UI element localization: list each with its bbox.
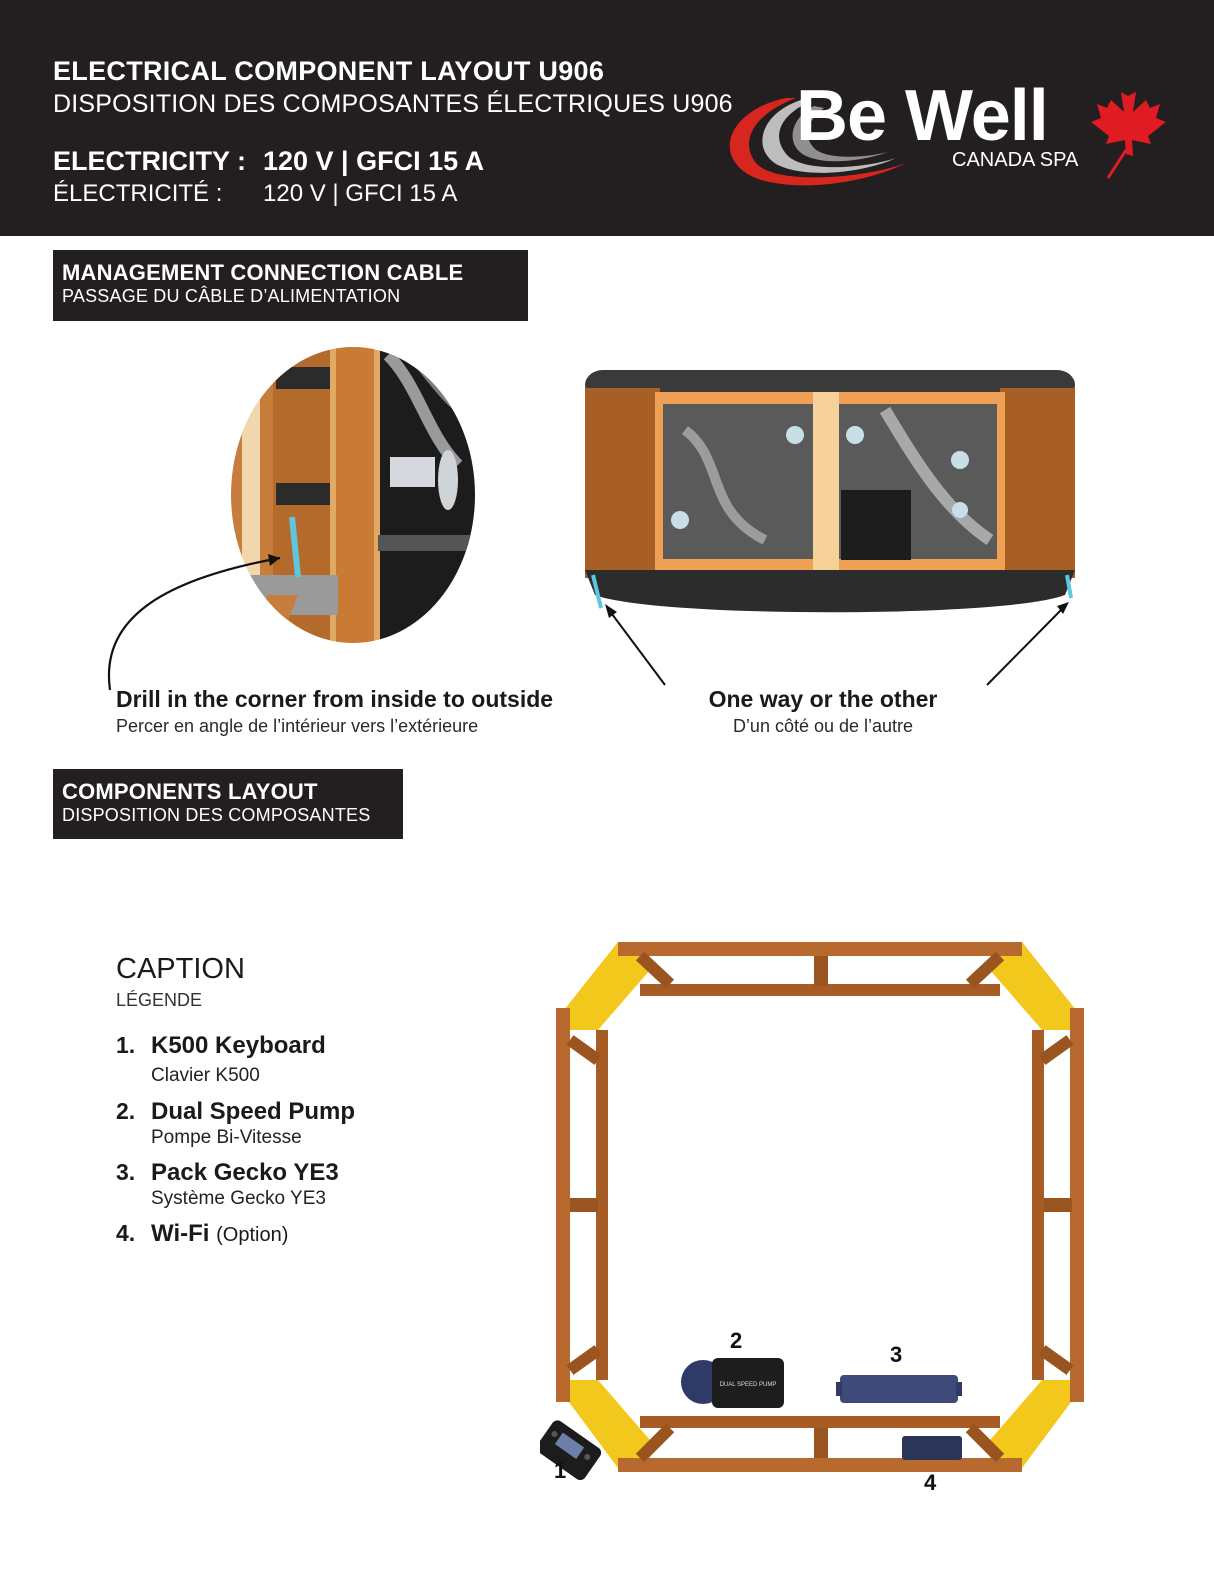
wifi-module xyxy=(902,1436,962,1460)
either-callout xyxy=(703,686,943,737)
list-item-sub: Clavier K500 xyxy=(151,1065,260,1086)
list-item-sub: Système Gecko YE3 xyxy=(151,1188,326,1209)
marker-3: 3 xyxy=(890,1342,903,1367)
spa-cross-section-illustration xyxy=(585,370,1075,620)
section-components-header xyxy=(53,769,403,839)
components-layout-diagram xyxy=(540,930,1100,1510)
frame-bottom xyxy=(618,1458,1022,1472)
marker-1: 1 xyxy=(554,1458,567,1483)
list-item-option: (Option) xyxy=(216,1224,289,1246)
pump-label: DUAL SPEED PUMP xyxy=(719,1382,777,1388)
frame-top xyxy=(618,942,1022,956)
caption-subtitle: LÉGENDE xyxy=(116,990,203,1010)
electricity-label: ELECTRICITY : xyxy=(53,146,247,176)
caption-title: CAPTION xyxy=(116,953,245,985)
drill-callout-en: Drill in the corner from inside to outside xyxy=(116,686,554,712)
page-subtitle: DISPOSITION DES COMPOSANTES ÉLECTRIQUES U906 xyxy=(53,90,733,118)
corner-piece-br xyxy=(990,1380,1080,1468)
list-item-number: 1. xyxy=(116,1032,136,1058)
electricity-value-fr: 120 V | GFCI 15 A xyxy=(263,180,458,207)
list-item-number: 4. xyxy=(116,1220,136,1246)
list-item-number: 2. xyxy=(116,1098,136,1124)
brand-tagline: CANADA SPA xyxy=(952,149,1079,171)
frame-left xyxy=(556,1008,570,1402)
list-item-name-text: Wi-Fi xyxy=(151,1220,210,1247)
electricity-row-fr xyxy=(53,180,457,208)
dual-speed-pump xyxy=(681,1358,784,1408)
drill-callout-fr: Percer en angle de l’intérieur vers l’extérieure xyxy=(116,716,479,736)
marker-2: 2 xyxy=(730,1328,743,1353)
pack-gecko-ye3 xyxy=(836,1375,962,1403)
frame-right-inner xyxy=(1032,1030,1044,1380)
section-cable-header xyxy=(53,250,528,321)
list-item-name: Dual Speed Pump xyxy=(151,1098,356,1125)
list-item-number: 3. xyxy=(116,1159,136,1185)
list-item-name: Pack Gecko YE3 xyxy=(151,1159,339,1186)
brand-name: Be Well xyxy=(796,76,1048,156)
section-components-title: COMPONENTS LAYOUT xyxy=(62,779,318,804)
frame-right xyxy=(1070,1008,1084,1402)
either-callout-fr: D’un côté ou de l’autre xyxy=(732,716,914,736)
list-item-name: K500 Keyboard xyxy=(151,1032,326,1059)
section-cable-title: MANAGEMENT CONNECTION CABLE xyxy=(62,260,464,285)
drill-callout xyxy=(116,686,553,737)
section-cable-subtitle: PASSAGE DU CÂBLE D’ALIMENTATION xyxy=(62,286,401,306)
electricity-value: 120 V | GFCI 15 A xyxy=(263,146,485,176)
brand-logo xyxy=(716,68,1166,198)
caption-block xyxy=(116,953,496,1011)
list-item-sub: Pompe Bi-Vitesse xyxy=(151,1127,302,1148)
either-callout-en: One way or the other xyxy=(708,686,938,712)
maple-leaf-icon xyxy=(1091,82,1166,178)
drill-arrow xyxy=(100,540,300,700)
frame-bottom-inner xyxy=(640,1416,1000,1428)
list-item-name xyxy=(151,1220,288,1248)
electricity-label-fr: ÉLECTRICITÉ : xyxy=(53,180,223,207)
page-title: ELECTRICAL COMPONENT LAYOUT U906 xyxy=(53,56,605,86)
marker-4: 4 xyxy=(924,1470,937,1495)
electricity-row-en xyxy=(53,146,484,177)
either-arrows xyxy=(595,590,1085,690)
header-banner xyxy=(0,0,1214,236)
section-components-subtitle: DISPOSITION DES COMPOSANTES xyxy=(62,805,371,825)
